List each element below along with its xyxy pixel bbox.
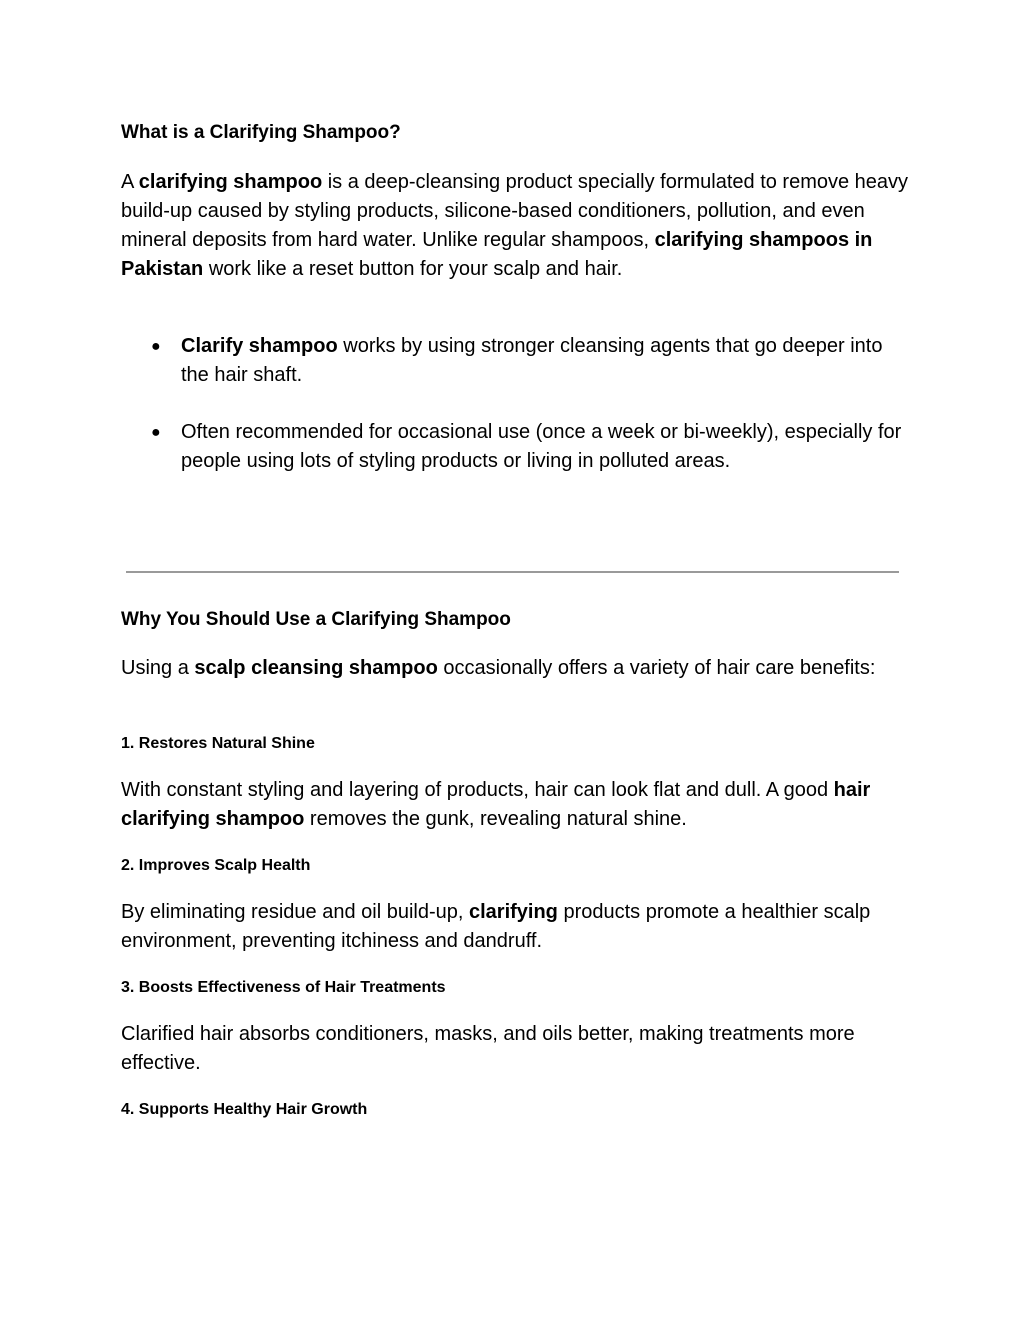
benefit-paragraph [121,898,911,956]
text-run: works by using stronger cleansing agents that go deeper into the hair shaft. [181,335,883,386]
bold-term: clarifying shampoo [138,171,323,193]
benefit-title: 3. Boosts Effectiveness of Hair Treatments [121,979,446,996]
text-run: is a deep-cleansing product specially formulated to remove heavy build-up caused by styling products, silicone-based conditioners, pollution, and even mineral deposits from hard water. Unlike regular shampoos, [121,171,909,251]
text-run: With constant styling and layering of products, hair can look flat and dull. A good [121,779,834,801]
bold-term: Clarify shampoo [181,335,338,357]
text-run: Using a [121,657,195,679]
benefits-intro-paragraph [121,654,911,683]
benefit-title: 2. Improves Scalp Health [121,857,311,874]
bullet-glyph: ● [151,424,161,441]
benefit-paragraph [121,776,911,834]
intro-paragraph [121,168,911,284]
text-run: occasionally offers a variety of hair care benefits: [437,657,876,679]
bold-term: scalp cleansing shampoo [194,657,438,679]
bold-term: clarifying shampoos in Pakistan [121,229,873,280]
bullet-glyph: ● [151,338,161,355]
text-run: Often recommended for occasional use (once a week or bi-weekly), especially for people using lots of styling products or living in polluted areas. [181,421,902,472]
benefit-title: 4. Supports Healthy Hair Growth [121,1101,368,1118]
bold-term: hair clarifying shampoo [121,779,871,830]
benefit-paragraph [121,1020,911,1078]
section-heading-why-use: Why You Should Use a Clarifying Shampoo [121,609,511,630]
text-run: By eliminating residue and oil build-up, [121,901,469,923]
bullet-item [181,418,911,476]
text-run: products promote a healthier scalp environment, preventing itchiness and dandruff. [121,901,871,952]
text-run: removes the gunk, revealing natural shine. [304,808,687,830]
horizontal-divider [126,571,899,573]
section-heading-what-is: What is a Clarifying Shampoo? [121,122,401,143]
text-run: A [121,171,139,193]
bold-term: clarifying [468,901,558,923]
text-run: Clarified hair absorbs conditioners, masks, and oils better, making treatments more effective. [121,1023,855,1074]
bullet-item [181,332,911,390]
benefit-title: 1. Restores Natural Shine [121,735,315,752]
text-run: work like a reset button for your scalp and hair. [203,258,623,280]
